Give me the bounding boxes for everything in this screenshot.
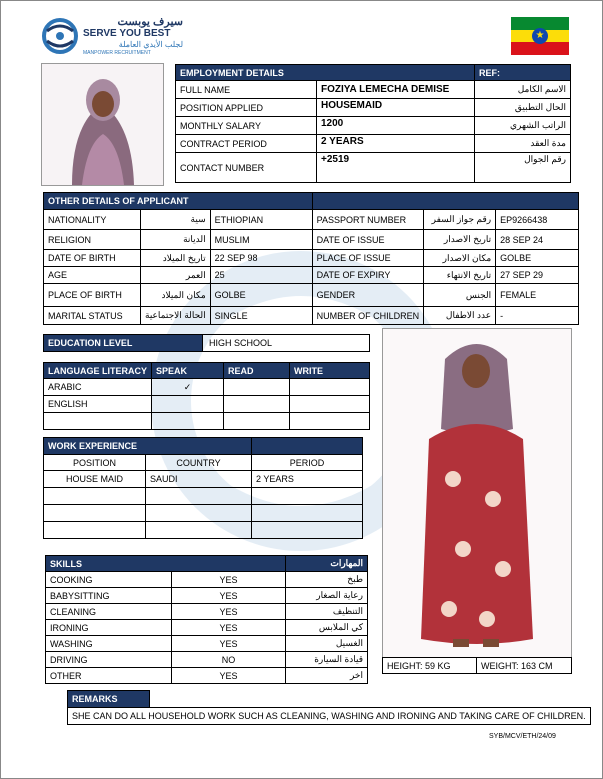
label-marital: MARITAL STATUS: [44, 307, 141, 325]
logo-sub: MANPOWER RECRUITMENT: [83, 50, 151, 56]
language-header: LANGUAGE LITERACY: [44, 363, 152, 379]
arabic-read: [224, 379, 290, 396]
skill-other-ar: اخر: [286, 668, 368, 684]
ref-label: REF:: [475, 65, 571, 81]
skill-babysitting: BABYSITTING: [46, 588, 172, 604]
label-birth-place: PLACE OF BIRTH: [44, 284, 141, 307]
value-birth-place: GOLBE: [210, 284, 312, 307]
read-header: READ: [224, 363, 290, 379]
english-speak: [152, 396, 224, 413]
ar-dob: تاريخ الميلاد: [141, 250, 211, 267]
empty-cell: [152, 413, 224, 430]
ar-children: عدد الاطفال: [424, 307, 496, 325]
work-header-right: [252, 438, 363, 455]
empty-cell: [224, 413, 290, 430]
skill-ironing-ar: كي الملابس: [286, 620, 368, 636]
col-country: COUNTRY: [146, 455, 252, 471]
label-position: POSITION APPLIED: [176, 99, 317, 117]
label-passport: PASSPORT NUMBER: [312, 210, 424, 230]
value-children: -: [496, 307, 579, 325]
skill-cleaning-ar: التنظيف: [286, 604, 368, 620]
ar-contact: رقم الجوال: [475, 153, 571, 183]
skill-cooking: COOKING: [46, 572, 172, 588]
value-religion: MUSLIM: [210, 230, 312, 250]
measurements-table: [382, 657, 572, 674]
language-empty-row: [44, 413, 152, 430]
skill-cleaning: CLEANING: [46, 604, 172, 620]
portrait-photo: [41, 63, 164, 186]
skill-cooking-ar: طبخ: [286, 572, 368, 588]
document-code: SYB/MCV/ETH/24/09: [489, 733, 556, 740]
logo-emblem-icon: [41, 17, 79, 55]
employment-details-table: [175, 64, 571, 183]
skill-ironing-value: YES: [172, 620, 286, 636]
ar-birth-place: مكان الميلاد: [141, 284, 211, 307]
company-logo: [41, 15, 191, 59]
ar-full-name: الاسم الكامل: [475, 81, 571, 99]
weight-value: WEIGHT: 163 CM: [477, 658, 572, 674]
ar-marital: الحالة الاجتماعية: [141, 307, 211, 325]
skill-driving-value: NO: [172, 652, 286, 668]
education-label: EDUCATION LEVEL: [44, 335, 203, 352]
empty-cell: [290, 413, 370, 430]
remarks-text: SHE CAN DO ALL HOUSEHOLD WORK SUCH AS CLEANING, WASHING AND IRONING AND TAKING CARE OF CHILDREN.: [68, 708, 591, 725]
work-empty: [146, 522, 252, 539]
remarks-header: REMARKS: [68, 691, 150, 708]
label-full-name: FULL NAME: [176, 81, 317, 99]
height-value: HEIGHT: 59 KG: [383, 658, 477, 674]
skill-cleaning-value: YES: [172, 604, 286, 620]
label-age: AGE: [44, 267, 141, 284]
write-header: WRITE: [290, 363, 370, 379]
work-empty: [44, 488, 146, 505]
label-salary: MONTHLY SALARY: [176, 117, 317, 135]
value-marital: SINGLE: [210, 307, 312, 325]
skill-other: OTHER: [46, 668, 172, 684]
arabic-speak-check: ✓: [152, 379, 224, 396]
english-read: [224, 396, 290, 413]
skill-washing: WASHING: [46, 636, 172, 652]
value-expiry: 27 SEP 29: [496, 267, 579, 284]
ar-expiry: تاريخ الانتهاء: [424, 267, 496, 284]
language-english: ENGLISH: [44, 396, 152, 413]
language-arabic: ARABIC: [44, 379, 152, 396]
ar-passport: رقم جواز السفر: [424, 210, 496, 230]
english-write: [290, 396, 370, 413]
work-empty: [252, 522, 363, 539]
skill-other-value: YES: [172, 668, 286, 684]
skill-driving: DRIVING: [46, 652, 172, 668]
label-children: NUMBER OF CHILDREN: [312, 307, 424, 325]
ar-gender: الجنس: [424, 284, 496, 307]
education-table: [43, 334, 370, 352]
ar-age: العمر: [141, 267, 211, 284]
value-salary: 1200: [317, 117, 475, 135]
work-empty: [44, 505, 146, 522]
col-period: PERIOD: [252, 455, 363, 471]
work-empty: [146, 488, 252, 505]
ar-nationality: سية: [141, 210, 211, 230]
work-header: WORK EXPERIENCE: [44, 438, 252, 455]
remarks-table: [67, 690, 591, 739]
label-nationality: NATIONALITY: [44, 210, 141, 230]
work-empty: [146, 505, 252, 522]
value-position: HOUSEMAID: [317, 99, 475, 117]
ar-salary: الراتب الشهري: [475, 117, 571, 135]
label-expiry: DATE OF EXPIRY: [312, 267, 424, 284]
value-contract: 2 YEARS: [317, 135, 475, 153]
skill-babysitting-ar: رعاية الصغار: [286, 588, 368, 604]
language-table: [43, 362, 370, 430]
work-row-position: HOUSE MAID: [44, 471, 146, 488]
logo-name: SERVE YOU BEST: [83, 28, 171, 39]
education-value: HIGH SCHOOL: [203, 335, 370, 352]
label-contact: CONTACT NUMBER: [176, 153, 317, 183]
value-contact: +2519: [317, 153, 475, 183]
remarks-header-fill: [150, 691, 591, 708]
skill-washing-ar: الغسيل: [286, 636, 368, 652]
full-body-photo: [382, 328, 572, 658]
value-gender: FEMALE: [496, 284, 579, 307]
value-issue-place: GOLBE: [496, 250, 579, 267]
skills-table: [45, 555, 368, 684]
label-contract: CONTRACT PERIOD: [176, 135, 317, 153]
applicant-details-table: [43, 192, 579, 325]
ar-position: الحال التطبيق: [475, 99, 571, 117]
label-dob: DATE OF BIRTH: [44, 250, 141, 267]
work-row-country: SAUDI: [146, 471, 252, 488]
work-empty: [44, 522, 146, 539]
value-passport: EP9266438: [496, 210, 579, 230]
work-empty: [252, 505, 363, 522]
label-gender: GENDER: [312, 284, 424, 307]
value-nationality: ETHIOPIAN: [210, 210, 312, 230]
work-empty: [252, 488, 363, 505]
col-position: POSITION: [44, 455, 146, 471]
ar-religion: الديانة: [141, 230, 211, 250]
ethiopia-flag-icon: ★: [511, 17, 569, 55]
skill-cooking-value: YES: [172, 572, 286, 588]
value-issue-date: 28 SEP 24: [496, 230, 579, 250]
value-dob: 22 SEP 98: [210, 250, 312, 267]
skill-driving-ar: قيادة السيارة: [286, 652, 368, 668]
applicant-header: OTHER DETAILS OF APPLICANT: [44, 193, 313, 210]
employment-header: EMPLOYMENT DETAILS: [176, 65, 475, 81]
skill-ironing: IRONING: [46, 620, 172, 636]
ar-issue-date: تاريخ الاصدار: [424, 230, 496, 250]
label-issue-place: PLACE OF ISSUE: [312, 250, 424, 267]
value-age: 25: [210, 267, 312, 284]
ar-contract: مدة العقد: [475, 135, 571, 153]
skill-babysitting-value: YES: [172, 588, 286, 604]
label-religion: RELIGION: [44, 230, 141, 250]
ar-issue-place: مكان الاصدار: [424, 250, 496, 267]
value-full-name: FOZIYA LEMECHA DEMISE: [317, 81, 475, 99]
applicant-header-right: [312, 193, 578, 210]
logo-arabic: سيرف يوبست: [117, 16, 183, 28]
skills-header: SKILLS: [46, 556, 286, 572]
logo-arabic-sub: لجلب الأيدي العاملة: [118, 40, 183, 49]
arabic-write: [290, 379, 370, 396]
skill-washing-value: YES: [172, 636, 286, 652]
work-experience-table: [43, 437, 363, 539]
work-row-period: 2 YEARS: [252, 471, 363, 488]
speak-header: SPEAK: [152, 363, 224, 379]
label-issue-date: DATE OF ISSUE: [312, 230, 424, 250]
skills-header-ar: المهارات: [286, 556, 368, 572]
